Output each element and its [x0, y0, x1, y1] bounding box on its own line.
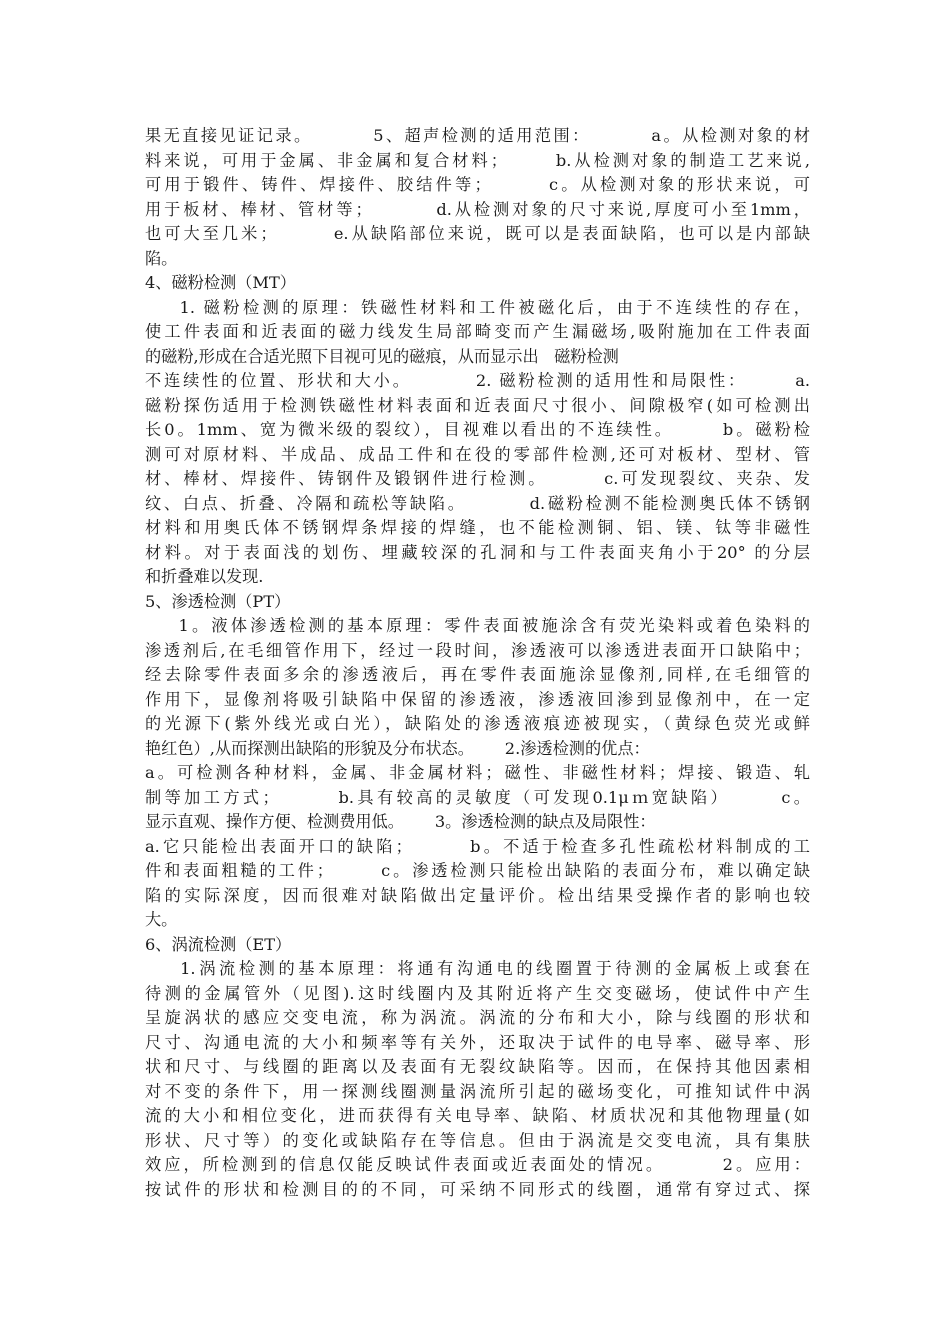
text-line: 件和表面粗糙的工件； c。渗透检测只能检出缺陷的表面分布，难以确定缺	[145, 861, 810, 880]
text-line: a.它只能检出表面开口的缺陷； b。不适于检查多孔性疏松材料制成的工	[145, 836, 810, 856]
text-line: 也可大至几米； e.从缺陷部位来说，既可以是表面缺陷，也可以是内部缺	[145, 224, 810, 243]
text-line: 渗透剂后,在毛细管作用下，经过一段时间，渗透液可以渗透进表面开口缺陷中；	[145, 640, 810, 660]
text-line: a。可检测各种材料，金属、非金属材料；磁性、非磁性材料；焊接、锻造、轧	[145, 763, 810, 782]
text-line: 艳红色）,从而探测出缺陷的形貌及分布状态。 2.渗透检测的优点：	[145, 738, 650, 758]
text-line: 不连续性的位置、形状和大小。 2. 磁粉检测的适用性和局限性： a.	[145, 371, 810, 390]
text-line: 的磁粉,形成在合适光照下目视可见的磁痕，从而显示出 磁粉检测	[145, 346, 619, 366]
text-line: 使工件表面和近表面的磁力线发生局部畸变而产生漏磁场,吸附施加在工件表面	[145, 322, 810, 341]
text-line: 作用下，显像剂将吸引缺陷中保留的渗透液，渗透液回渗到显像剂中，在一定	[145, 689, 810, 709]
text-line: 大。	[145, 910, 178, 929]
text-line: 1. 磁粉检测的原理：铁磁性材料和工件被磁化后，由于不连续性的存在，	[145, 297, 810, 317]
text-line: 材、棒材、焊接件、铸钢件及锻钢件进行检测。 c.可发现裂纹、夹杂、发	[145, 469, 810, 488]
text-line: 制等加工方式； b.具有较高的灵敏度（可发现0.1μｍ宽缺陷） c。	[145, 787, 810, 807]
text-line: 经去除零件表面多余的渗透液后，再在零件表面施涂显像剂,同样,在毛细管的	[145, 665, 810, 684]
text-line: 的光源下(紫外线光或白光），缺陷处的渗透液痕迹被现实，（黄绿色荧光或鲜	[145, 714, 810, 733]
text-line: 材料。对于表面浅的划伤、埋藏较深的孔洞和与工件表面夹角小于20° 的分层	[145, 542, 810, 562]
text-line: 形状、尺寸等）的变化或缺陷存在等信息。但由于涡流是交变电流，具有集肤	[145, 1130, 810, 1150]
text-line: 果无直接见证记录。 5、超声检测的适用范围： a。从检测对象的材	[145, 126, 810, 145]
text-line: 尺寸、沟通电流的大小和频率等有关外，还取决于试件的电导率、磁导率、形	[145, 1032, 810, 1052]
text-line: 4、磁粉检测（MT）	[145, 273, 296, 292]
text-line: 陷的实际深度，因而很难对缺陷做出定量评价。检出结果受操作者的影响也较	[145, 885, 810, 905]
text-line: 长0。1mm、宽为微米级的裂纹），目视难以看出的不连续性。 b。磁粉检	[145, 420, 810, 439]
document-body	[145, 124, 810, 1202]
text-line: 5、渗透检测（PT）	[145, 591, 291, 611]
text-line: 呈旋涡状的感应交变电流，称为涡流。涡流的分布和大小，除与线圈的形状和	[145, 1008, 810, 1027]
text-line: 磁粉探伤适用于检测铁磁性材料表面和近表面尺寸很小、间隙极窄(如可检测出	[145, 395, 810, 415]
text-line: 待测的金属管外（见图).这时线圈内及其附近将产生交变磁场，使试件中产生	[145, 983, 810, 1003]
text-line: 料来说，可用于金属、非金属和复合材料； b.从检测对象的制造工艺来说,	[145, 150, 810, 170]
text-line: 可用于锻件、铸件、焊接件、胶结件等； c。从检测对象的形状来说，可	[145, 175, 810, 194]
text-line: 用于板材、棒材、管材等； d.从检测对象的尺寸来说,厚度可小至1mm，	[145, 199, 810, 219]
text-line: 按试件的形状和检测目的的不同，可采纳不同形式的线圈，通常有穿过式、探	[145, 1179, 810, 1199]
text-line: 状和尺寸、与线圈的距离以及表面有无裂纹缺陷等。因而，在保持其他因素相	[145, 1057, 810, 1076]
text-line: 1。液体渗透检测的基本原理：零件表面被施涂含有荧光染料或着色染料的	[145, 616, 810, 635]
text-line: 效应，所检测到的信息仅能反映试件表面或近表面处的情况。 2。应用：	[145, 1155, 810, 1174]
text-line: 6、涡流检测（ET）	[145, 934, 292, 954]
text-line: 测可对原材料、半成品、成品工件和在役的零部件检测,还可对板材、型材、管	[145, 444, 810, 464]
text-line: 材料和用奥氏体不锈钢焊条焊接的焊缝，也不能检测铜、铝、镁、钛等非磁性	[145, 518, 810, 537]
text-line: 1.涡流检测的基本原理：将通有沟通电的线圈置于待测的金属板上或套在	[145, 959, 810, 978]
text-line: 陷。	[145, 248, 178, 268]
text-line: 和折叠难以发现.	[145, 567, 264, 586]
text-line: 纹、白点、折叠、冷隔和疏松等缺陷。 d.磁粉检测不能检测奥氏体不锈钢	[145, 493, 810, 513]
text-line: 流的大小和相位变化，进而获得有关电导率、缺陷、材质状况和其他物理量(如	[145, 1106, 810, 1125]
text-line: 对不变的条件下，用一探测线圈测量涡流所引起的磁场变化，可推知试件中涡	[145, 1081, 810, 1101]
text-line: 显示直观、操作方便、检测费用低。 3。渗透检测的缺点及局限性：	[145, 812, 656, 831]
